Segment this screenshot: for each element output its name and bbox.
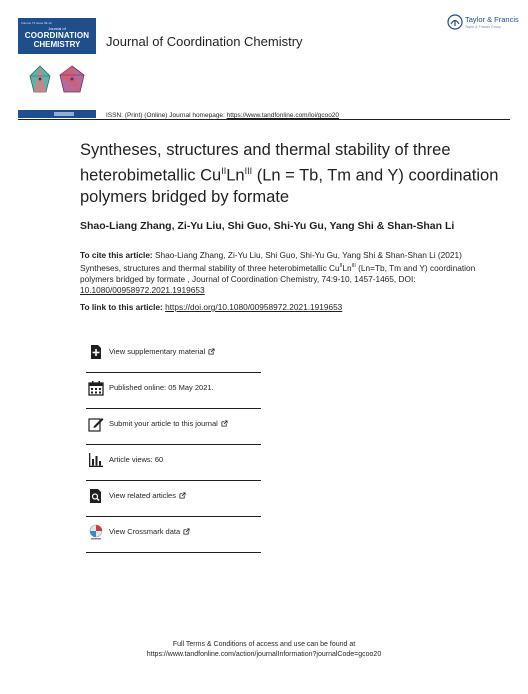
title-sup1: II xyxy=(221,166,227,176)
publisher-name: Taylor & Francis xyxy=(465,15,519,24)
edit-icon xyxy=(88,416,104,432)
citation-sup1: II xyxy=(339,263,343,270)
footer-terms-link[interactable]: https://www.tandfonline.com/action/journalInformation?journalCode=gcoo20 xyxy=(146,650,382,658)
cover-artwork xyxy=(24,62,90,102)
submit-article-label: Submit your article to this journal xyxy=(109,419,228,428)
citation-doi-link[interactable]: 10.1080/00958972.2021.1919653 xyxy=(80,285,205,296)
bar-chart-icon xyxy=(88,452,104,468)
journal-title[interactable]: Journal of Coordination Chemistry xyxy=(106,34,303,49)
citation-sup2: III xyxy=(351,263,356,270)
citation-block xyxy=(80,250,500,297)
related-articles-label: View related articles xyxy=(109,491,186,500)
supplementary-icon xyxy=(88,344,104,360)
submit-article-item[interactable] xyxy=(86,406,261,442)
cover-small-text: Volume 74 Issue 09-10 xyxy=(21,21,52,25)
item-divider xyxy=(86,552,261,553)
cover-title-line1: COORDINATION xyxy=(24,31,90,40)
related-articles-icon xyxy=(88,488,104,504)
external-link-icon xyxy=(183,528,190,535)
citation-text-2: Ln xyxy=(342,262,352,273)
issn-label: ISSN: (Print) (Online) Journal homepage: xyxy=(106,112,227,119)
published-online-label: Published online: 05 May 2021. xyxy=(109,383,214,392)
published-online-item xyxy=(86,370,261,406)
journal-cover xyxy=(18,18,96,120)
citation-text-1: Shao-Liang Zhang, Zi-Yu Liu, Shi Guo, Shi-Yu Gu, Yang Shi & Shan-Shan Li (2021) Syntheses, structures and thermal stability of three heterobimetallic Cu xyxy=(80,250,462,273)
article-link-label: To link to this article: xyxy=(80,302,166,312)
crossmark-label: View Crossmark data xyxy=(109,527,190,536)
title-part2: Ln xyxy=(226,166,245,185)
crossmark-item[interactable] xyxy=(86,514,261,550)
cover-title-line2: CHEMISTRY xyxy=(33,40,81,49)
article-views-label: Article views: 60 xyxy=(109,455,164,464)
footer-line1: Full Terms & Conditions of access and use can be found at xyxy=(172,641,356,648)
external-link-icon xyxy=(221,420,228,427)
article-title xyxy=(80,140,500,208)
issn-line xyxy=(106,112,339,119)
supplementary-label: View supplementary material xyxy=(109,347,215,356)
calendar-icon xyxy=(88,380,104,396)
related-articles-item[interactable] xyxy=(86,478,261,514)
article-authors: Shao-Liang Zhang, Zi-Yu Liu, Shi Guo, Shi-Yu Gu, Yang Shi & Shan-Shan Li xyxy=(80,220,455,232)
article-views-item xyxy=(86,442,261,478)
title-part1: Syntheses, structures and thermal stability of three heterobimetallic Cu xyxy=(80,141,451,185)
title-part3: (Ln = Tb, Tm and Y) coordination polymers bridged by formate xyxy=(80,166,499,206)
title-sup2: III xyxy=(244,166,253,176)
page-footer xyxy=(0,640,528,659)
crossmark-icon xyxy=(88,524,104,540)
publisher-logo[interactable] xyxy=(447,12,521,34)
cover-journal-word: Journal of xyxy=(48,26,66,31)
publisher-subname: Taylor & Francis Group xyxy=(465,25,501,29)
citation-label: To cite this article: xyxy=(80,250,153,260)
article-link-line xyxy=(80,302,342,312)
supplementary-material-item[interactable] xyxy=(86,334,261,370)
external-link-icon xyxy=(208,348,215,355)
citation-text-3: (Ln=Tb, Tm and Y) coordination polymers bridged by formate , Journal of Coordination Chemistry, 74:9-10, 1457-1465, DOI: xyxy=(80,262,476,285)
article-doi-link[interactable]: https://doi.org/10.1080/00958972.2021.1919653 xyxy=(165,302,343,312)
cover-footer-band xyxy=(18,110,96,118)
journal-homepage-link[interactable]: https://www.tandfonline.com/loi/gcoo20 xyxy=(226,112,340,119)
cover-header-band xyxy=(18,18,96,54)
external-link-icon xyxy=(179,492,186,499)
publisher-logo-icon xyxy=(447,14,463,30)
header-divider xyxy=(18,119,510,120)
